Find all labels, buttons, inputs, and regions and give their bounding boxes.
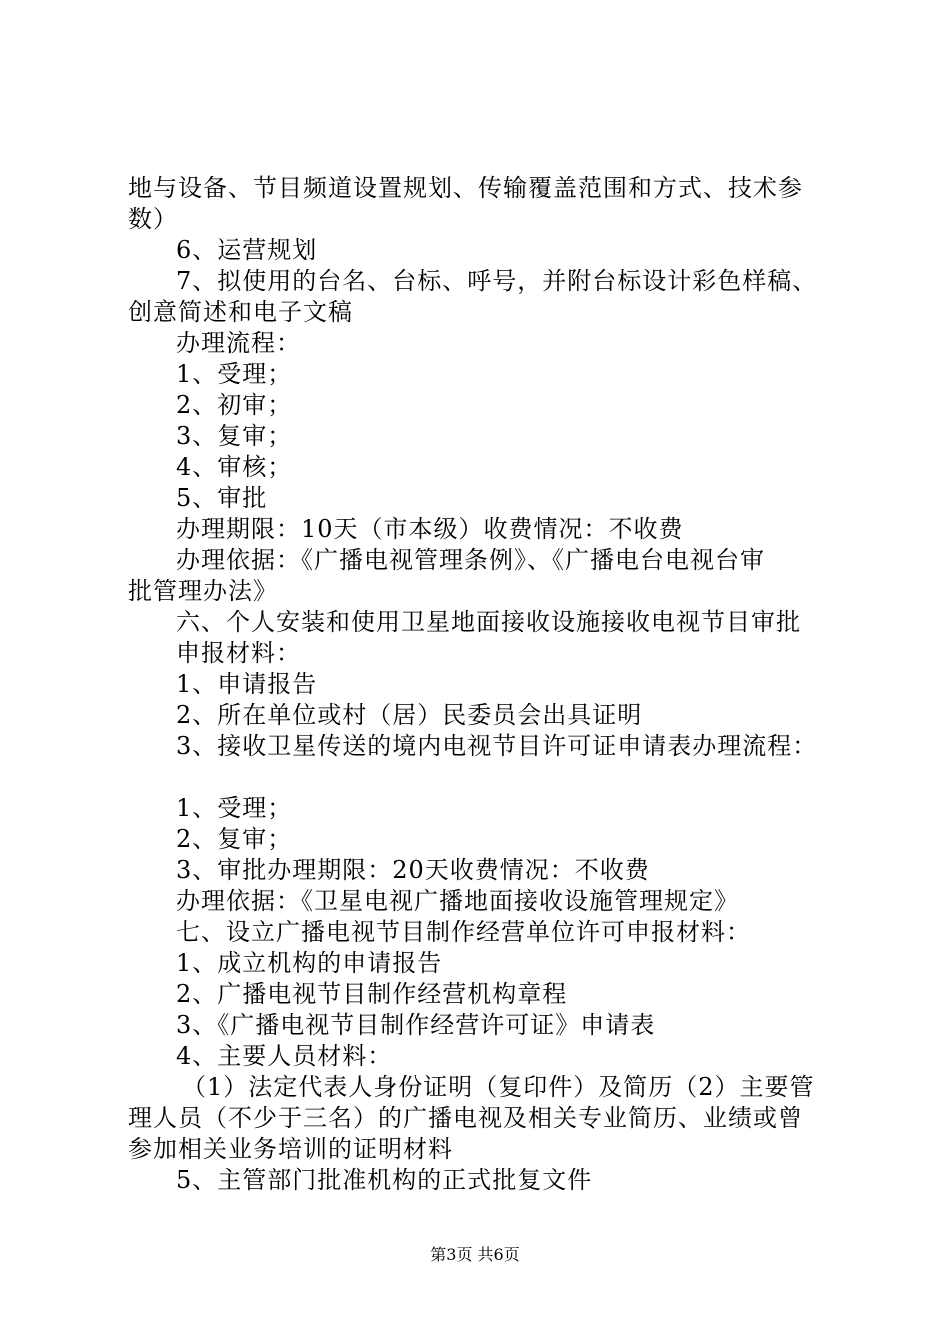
text-line: 参加相关业务培训的证明材料 (128, 1135, 453, 1163)
text-line: 办理依据：《卫星电视广播地面接收设施管理规定》 (176, 887, 739, 915)
page-number: 第3页 共6页 (430, 1245, 520, 1264)
list-item: 3、审批办理期限：20天收费情况：不收费 (176, 856, 650, 884)
text-line: 批管理办法》 (128, 577, 278, 605)
document-body (128, 173, 828, 1196)
list-item: 2、初审； (176, 391, 293, 419)
text-line: （1）法定代表人身份证明（复印件）及简历（2）主要管 (182, 1073, 815, 1101)
text-line: 办理期限：10天（市本级）收费情况：不收费 (176, 515, 684, 543)
list-item: 3、复审； (176, 422, 293, 450)
text-line: 7、拟使用的台名、台标、呼号，并附台标设计彩色样稿、 (176, 267, 818, 295)
list-item: 1、受理； (176, 360, 293, 388)
text-line: 数） (128, 205, 178, 233)
list-item: 1、成立机构的申请报告 (176, 949, 443, 977)
section-heading: 办理流程： (176, 329, 301, 357)
text-line: 理人员（不少于三名）的广播电视及相关专业简历、业绩或曾 (128, 1104, 803, 1132)
section-heading: 六、个人安装和使用卫星地面接收设施接收电视节目审批 (176, 608, 801, 636)
list-item: 1、受理； (176, 794, 293, 822)
text-line: 创意简述和电子文稿 (128, 298, 353, 326)
blank-line (128, 762, 828, 793)
section-heading: 申报材料： (176, 639, 301, 667)
text-line: 6、运营规划 (176, 236, 318, 264)
list-item: 2、复审； (176, 825, 293, 853)
list-item: 4、审核； (176, 453, 293, 481)
list-item: 5、审批 (176, 484, 268, 512)
list-item: 5、主管部门批准机构的正式批复文件 (176, 1166, 593, 1194)
list-item: 2、广播电视节目制作经营机构章程 (176, 980, 568, 1008)
list-item: 3、接收卫星传送的境内电视节目许可证申请表办理流程： (176, 732, 818, 760)
text-line: 办理依据：《广播电视管理条例》、《广播电台电视台审 (176, 546, 765, 574)
list-item: 2、所在单位或村（居）民委员会出具证明 (176, 701, 643, 729)
text-line: 地与设备、节目频道设置规划、传输覆盖范围和方式、技术参 (128, 174, 803, 202)
list-item: 1、申请报告 (176, 670, 318, 698)
list-item: 4、主要人员材料： (176, 1042, 393, 1070)
section-heading: 七、设立广播电视节目制作经营单位许可申报材料： (176, 918, 751, 946)
list-item: 3、《广播电视节目制作经营许可证》申请表 (176, 1011, 656, 1039)
